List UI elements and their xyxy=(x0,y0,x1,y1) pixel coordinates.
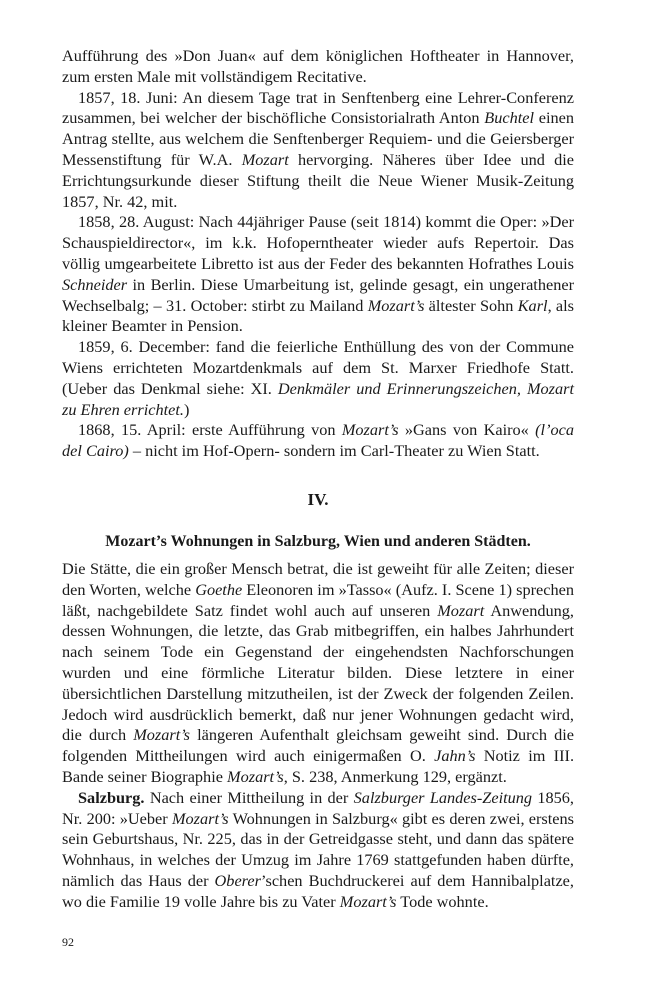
text-run: längeren Aufenthalt gleichsam geweiht sind. Durch die folgenden Mittheilungen wird auch einigermaßen O. xyxy=(62,725,574,766)
section-title: Mozart’s Wohnungen in Salzburg, Wien und anderen Städten. xyxy=(105,532,531,550)
text-run: Nach einer Mittheilung in der xyxy=(144,787,354,807)
italic-text: Mozart’s xyxy=(171,808,229,828)
italic-text: Mozart’s xyxy=(367,295,425,315)
paragraph-1859 xyxy=(62,337,574,420)
italic-text: Denkmäler und Erinnerungszeichen, Mozart zu Ehren errichtet. xyxy=(62,378,575,419)
text-run: 1868, 15. April: erste Aufführung von xyxy=(78,420,342,440)
text-run: Anwendung, dessen Wohnungen, die letzte, das Grab mitbegriffen, ein halbes Jahrhundert nach seinem Tode ein Gegenstand der eingehendsten Nachforschungen wurden und eine förmliche Literatur bilden. Diese letztere in einer übersichtlichen Darstellung mitzutheilen, ist der Zweck der folgenden Zeilen. Jedoch wird ausdrücklich bemerkt, daß nur jener Wohnungen gedacht wird, die durch xyxy=(62,600,574,745)
paragraphs-top xyxy=(62,46,574,462)
text-run: 1856, Nr. 200: »Ueber xyxy=(62,787,574,828)
text-run: einen Antrag stellte, aus welchem die Senftenberger Requiem- und die Geiersberger Messenstiftung für W.A. xyxy=(62,108,575,169)
text-run: in Berlin. Diese Umarbeitung ist, gelinde gesagt, ein ungerathener Wechselbalg; – 31. October: stirbt zu Mailand xyxy=(62,274,574,315)
text-run: Eleonoren im »Tasso« (Aufz. I. Scene 1) sprechen läßt, nachgebildete Satz findet wohl auch auf unseren xyxy=(62,579,574,620)
italic-text: Karl xyxy=(517,295,548,315)
text-run: ’schen Buchdruckerei auf dem Hannibalplatze, wo die Familie 19 volle Jahre bis zu Vater xyxy=(62,870,574,911)
italic-text: Mozart’s xyxy=(227,766,284,786)
text-run: – nicht im Hof-Opern- sondern im Carl-Theater zu Wien Statt. xyxy=(128,441,540,461)
italic-text: Mozart xyxy=(437,600,485,620)
text-run: ) xyxy=(183,399,190,419)
paragraph-1858 xyxy=(62,212,574,337)
text-run: Notiz im III. Bande seiner Biographie xyxy=(62,746,575,786)
bold-text: Salzburg. xyxy=(78,787,145,807)
italic-text: Mozart’s xyxy=(339,891,397,911)
text-run: Wohnungen in Salzburg« gibt es deren zwei, erstens sein Geburtshaus, Nr. 225, das in der Getreidgasse steht, und dann das spätere Wohnhaus, in welches der Umzug im Jahre 1769 stattgefunden haben dürfte, nämlich das Haus der xyxy=(62,808,574,890)
paragraph-intro xyxy=(62,559,574,788)
paragraph-1857 xyxy=(62,88,574,213)
section-number: IV. xyxy=(307,489,329,509)
page-number: 92 xyxy=(62,935,74,949)
text-run: Die Stätte, die ein großer Mensch betrat, die ist geweiht für alle Zeiten; dieser den Worten, welche xyxy=(62,558,574,599)
paragraph-1868 xyxy=(62,420,574,462)
italic-text: Mozart’s xyxy=(341,420,399,440)
text-run: 1859, 6. December: fand die feierliche Enthüllung des von der Commune Wiens errichteten Mozartdenkmals auf dem St. Marxer Friedhofe Statt. (Ueber das Denkmal siehe: XI. xyxy=(62,337,574,398)
text-run: 1858, 28. August: Nach 44jähriger Pause (seit 1814) kommt die Oper: »Der Schauspieldirector«, im k.k. Hofoperntheater wieder aufs Repertoir. Das völlig umgearbeitete Libretto ist aus der Feder des bekannten Hofrathes Louis xyxy=(62,212,574,273)
italic-text: Buchtel xyxy=(484,108,535,128)
text-run: 1857, 18. Juni: An diesem Tage trat in Senftenberg eine Lehrer-Conferenz zusammen, bei welcher der bischöfliche Consistorialrath Anton xyxy=(62,87,574,128)
text-run: »Gans von Kairo« xyxy=(398,420,536,440)
italic-text: (l’oca del Cairo) xyxy=(62,420,575,461)
page-body xyxy=(62,46,574,912)
italic-text: Oberer xyxy=(214,870,261,890)
italic-text: Salzburger Landes-Zeitung xyxy=(353,787,533,807)
text-run: , als kleiner Beamter in Pension. xyxy=(62,295,574,336)
paragraph-salzburg xyxy=(62,788,574,913)
text-run: Aufführung des »Don Juan« auf dem königlichen Hoftheater in Hannover, zum ersten Male mit vollständigem Recitative. xyxy=(62,46,574,86)
text-run: Tode wohnte. xyxy=(396,891,489,911)
italic-text: Mozart xyxy=(241,149,289,169)
italic-text: Schneider xyxy=(62,274,128,294)
text-run: ältester Sohn xyxy=(424,295,518,315)
text-run: hervorging. Näheres über Idee und die Errichtungsurkunde dieser Stiftung theilt die Neue Wiener Musik-Zeitung 1857, Nr. 42, mit. xyxy=(62,149,574,211)
paragraph-1 xyxy=(62,46,574,88)
text-run: , S. 238, Anmerkung 129, ergänzt. xyxy=(283,766,507,786)
italic-text: Jahn’s xyxy=(434,746,476,766)
paragraphs-bottom xyxy=(62,559,574,913)
italic-text: Goethe xyxy=(195,579,243,599)
italic-text: Mozart’s xyxy=(133,725,190,745)
